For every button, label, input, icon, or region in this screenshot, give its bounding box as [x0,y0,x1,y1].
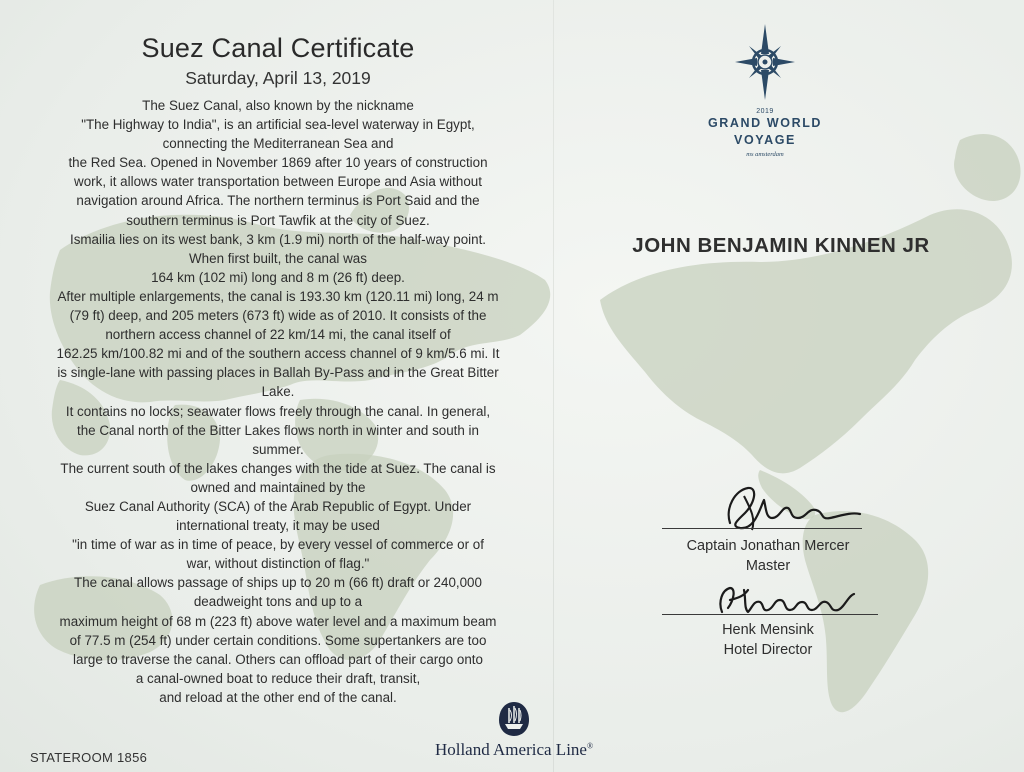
emblem-subtitle: ms amsterdam [746,151,784,158]
captain-signature-line [662,528,862,529]
hotel-director-signature [708,582,868,622]
certificate-text-column [18,30,538,707]
certificate-body-line: the Canal north of the Bitter Lakes flows north in winter and south in [77,422,479,438]
hotel-director-name: Henk Mensink [722,622,814,638]
captain-name: Captain Jonathan Mercer [686,538,850,554]
hotel-director-signature-line [662,614,878,615]
certificate-body-line: a canal-owned boat to reduce their draft, transit, [135,670,421,686]
captain-signature [700,478,870,538]
certificate-body-line: northern access channel of 22 km/14 mi, the canal itself of [105,327,451,343]
hotel-director-title: Hotel Director [723,642,813,658]
captain-title: Master [745,558,791,574]
certificate-body-line: navigation around Africa. The northern terminus is Port Said and the [76,193,480,209]
certificate-body-line: summer. [252,441,304,457]
ship-logo-icon [497,700,531,738]
certificate-body-line: work, it allows water transportation between Europe and Asia without [74,174,482,190]
certificate-body-line: The canal allows passage of ships up to 20 m (66 ft) draft or 240,000 [74,575,482,591]
holland-america-logo [414,700,614,770]
certificate-body-line: owned and maintained by the [190,479,366,495]
trademark-symbol: ® [586,741,594,751]
certificate-body-line: deadweight tons and up to a [193,594,363,610]
certificate-body-line: is single-lane with passing places in Ballah By-Pass and in the Great Bitter [57,365,499,381]
emblem-title-line1: GRAND WORLD [707,116,823,130]
certificate-body-line: The current south of the lakes changes with the tide at Suez. The canal is [60,460,496,476]
certificate-date: Saturday, April 13, 2019 [185,68,371,88]
certificate-body-line: The Suez Canal, also known by the nickname [142,98,414,113]
certificate-body-line: maximum height of 68 m (223 ft) above water level and a maximum beam [59,613,497,629]
certificate-body-line: (79 ft) deep, and 205 meters (673 ft) wide as of 2010. It consists of the [69,308,487,324]
emblem-title-line2: VOYAGE [734,133,796,147]
certificate-body-line: Suez Canal Authority (SCA) of the Arab Republic of Egypt. Under [84,498,472,514]
certificate-body-line: 162.25 km/100.82 mi and of the southern access channel of 9 km/5.6 mi. It [56,346,500,362]
certificate-body [18,96,538,707]
certificate-body-line: war, without distinction of flag." [186,556,370,572]
certificate-body-line: It contains no locks; seawater flows freely through the canal. In general, [65,403,491,419]
certificate-body-line: large to traverse the canal. Others can offload part of their cargo onto [73,651,483,667]
certificate-body-line: Lake. [261,384,295,400]
grand-world-voyage-emblem [700,22,830,158]
certificate-body-line: the Red Sea. Opened in November 1869 after 10 years of construction [68,155,488,171]
certificate-body-line: "in time of war as in time of peace, by every vessel of commerce or of [72,537,484,553]
certificate-title: Suez Canal Certificate [141,33,415,63]
brand-name [414,740,614,760]
certificate-body-line: and reload at the other end of the canal. [159,689,397,705]
map-greenland [954,134,1021,201]
fold-crease [553,0,554,772]
certificate-body-line: When first built, the canal was [189,250,367,266]
recipient-name: JOHN BENJAMIN KINNEN JR [632,234,930,257]
certificate-body-line: 164 km (102 mi) long and 8 m (26 ft) deep. [151,269,405,285]
certificate-body-line: "The Highway to India", is an artificial sea-level waterway in Egypt, [81,117,475,133]
compass-rose-icon [733,22,797,104]
stateroom-label: STATEROOM 1856 [30,750,148,765]
certificate-body-line: international treaty, it may be used [176,518,380,534]
certificate-body-line: Ismailia lies on its west bank, 3 km (1.9 mi) north of the half-way point. [69,231,487,247]
certificate-body-line: of 77.5 m (254 ft) under certain conditions. Some supertankers are too [69,632,487,648]
certificate-body-line: southern terminus is Port Tawfik at the city of Suez. [126,212,430,228]
certificate-body-line: After multiple enlargements, the canal is 193.30 km (120.11 mi) long, 24 m [57,288,499,304]
emblem-year: 2019 [756,108,774,115]
brand-name-text: Holland America Line [434,740,587,759]
certificate-body-line: connecting the Mediterranean Sea and [162,136,394,152]
